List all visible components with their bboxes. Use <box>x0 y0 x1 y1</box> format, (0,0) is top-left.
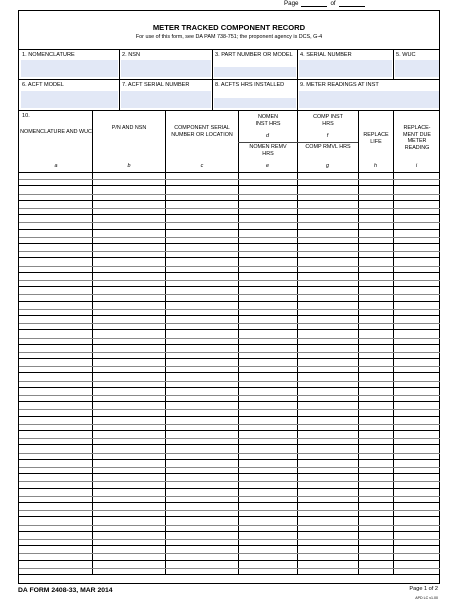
table-cell-input[interactable] <box>297 402 358 416</box>
section-10-label: 10. <box>22 113 30 119</box>
table-cell-input[interactable] <box>92 359 165 373</box>
table-cell-input[interactable] <box>393 417 440 431</box>
table-cell-input[interactable] <box>19 302 92 316</box>
table-cell-input[interactable] <box>165 489 238 503</box>
table-cell-input[interactable] <box>358 417 393 431</box>
table-cell-input[interactable] <box>297 489 358 503</box>
table-cell-input[interactable] <box>92 417 165 431</box>
table-row <box>19 374 440 388</box>
table-row <box>19 388 440 402</box>
table-cell-input[interactable] <box>358 532 393 546</box>
table-cell-input[interactable] <box>297 215 358 229</box>
field-acft-serial-label: 7. ACFT SERIAL NUMBER <box>122 82 190 88</box>
table-cell-input[interactable] <box>238 345 297 359</box>
table-cell-input[interactable] <box>393 201 440 215</box>
table-cell-input[interactable] <box>19 388 92 402</box>
table-cell-input[interactable] <box>393 345 440 359</box>
table-cell-input[interactable] <box>19 517 92 531</box>
table-cell-input[interactable] <box>238 517 297 531</box>
table-cell-input[interactable] <box>238 402 297 416</box>
table-cell-input[interactable] <box>92 316 165 330</box>
form-frame <box>18 10 440 584</box>
table-cell-input[interactable] <box>297 388 358 402</box>
table-cell-input[interactable] <box>165 460 238 474</box>
table-row <box>19 316 440 330</box>
table-cell-input[interactable] <box>297 503 358 517</box>
table-cell-input[interactable] <box>165 374 238 388</box>
table-cell-input[interactable] <box>19 359 92 373</box>
table-cell-input[interactable] <box>19 417 92 431</box>
table-cell-input[interactable] <box>19 489 92 503</box>
table-cell-input[interactable] <box>92 402 165 416</box>
table-cell-input[interactable] <box>358 330 393 344</box>
serial-number-input[interactable] <box>299 60 392 77</box>
table-row <box>19 460 440 474</box>
table-cell-input[interactable] <box>92 258 165 272</box>
table-row <box>19 532 440 546</box>
table-row <box>19 273 440 287</box>
table-cell-input[interactable] <box>19 374 92 388</box>
table-cell-input[interactable] <box>358 460 393 474</box>
table-cell-input[interactable] <box>238 330 297 344</box>
table-cell-input[interactable] <box>238 532 297 546</box>
table-cell-input[interactable] <box>19 258 92 272</box>
table-cell-input[interactable] <box>238 215 297 229</box>
table-cell-input[interactable] <box>297 172 358 186</box>
table-cell-input[interactable] <box>297 287 358 301</box>
table-cell-input[interactable] <box>358 230 393 244</box>
table-cell-input[interactable] <box>238 302 297 316</box>
table-cell-input[interactable] <box>19 244 92 258</box>
table-cell-input[interactable] <box>297 186 358 200</box>
table-cell-input[interactable] <box>358 374 393 388</box>
table-cell-input[interactable] <box>165 201 238 215</box>
col-i-header: REPLACE-MENT DUE METER READING <box>402 125 432 151</box>
table-cell-input[interactable] <box>92 230 165 244</box>
table-cell-input[interactable] <box>393 388 440 402</box>
table-cell-input[interactable] <box>358 445 393 459</box>
table-cell-input[interactable] <box>358 359 393 373</box>
table-cell-input[interactable] <box>92 374 165 388</box>
table-cell-input[interactable] <box>165 532 238 546</box>
table-cell-input[interactable] <box>393 431 440 445</box>
col-h-letter: h <box>374 163 377 169</box>
table-row <box>19 201 440 215</box>
table-cell-input[interactable] <box>92 489 165 503</box>
table-cell-input[interactable] <box>19 561 92 575</box>
table-cell-input[interactable] <box>165 546 238 560</box>
table-row <box>19 474 440 488</box>
table-row <box>19 489 440 503</box>
page-label: Page <box>284 0 299 7</box>
form-subtitle: For use of this form, see DA PAM 738-751; the proponent agency is DCS, G-4 <box>135 34 323 40</box>
table-cell-input[interactable] <box>238 546 297 560</box>
table-cell-input[interactable] <box>393 460 440 474</box>
table-cell-input[interactable] <box>19 345 92 359</box>
table-cell-input[interactable] <box>19 273 92 287</box>
table-cell-input[interactable] <box>238 561 297 575</box>
table-cell-input[interactable] <box>393 330 440 344</box>
table-cell-input[interactable] <box>393 316 440 330</box>
table-row <box>19 431 440 445</box>
table-cell-input[interactable] <box>393 546 440 560</box>
table-cell-input[interactable] <box>393 503 440 517</box>
table-cell-input[interactable] <box>358 561 393 575</box>
col-f-header: COMP INST HRS <box>313 114 343 127</box>
table-cell-input[interactable] <box>393 445 440 459</box>
table-cell-input[interactable] <box>297 374 358 388</box>
part-number-input[interactable] <box>214 67 296 77</box>
table-cell-input[interactable] <box>358 172 393 186</box>
table-cell-input[interactable] <box>393 258 440 272</box>
table-cell-input[interactable] <box>358 402 393 416</box>
table-cell-input[interactable] <box>238 201 297 215</box>
table-cell-input[interactable] <box>92 287 165 301</box>
field-nsn-label: 2. NSN <box>122 52 141 58</box>
table-cell-input[interactable] <box>165 172 238 186</box>
table-cell-input[interactable] <box>19 316 92 330</box>
table-cell-input[interactable] <box>393 402 440 416</box>
table-cell-input[interactable] <box>297 345 358 359</box>
col-h-header: REPLACE LIFE <box>363 132 389 145</box>
table-cell-input[interactable] <box>165 388 238 402</box>
table-cell-input[interactable] <box>238 388 297 402</box>
meter-readings-input[interactable] <box>299 91 439 108</box>
table-cell-input[interactable] <box>297 258 358 272</box>
col-f-letter: f <box>326 133 329 139</box>
col-a-header: NOMENCLATURE AND WUC <box>20 129 92 135</box>
table-cell-input[interactable] <box>92 561 165 575</box>
table-row <box>19 402 440 416</box>
table-cell-input[interactable] <box>358 431 393 445</box>
table-cell-input[interactable] <box>92 215 165 229</box>
table-cell-input[interactable] <box>393 244 440 258</box>
field-acft-hrs-label: 8. ACFTS HRS INSTALLED <box>215 82 285 88</box>
table-cell-input[interactable] <box>92 330 165 344</box>
page-number-header <box>284 0 368 7</box>
table-row <box>19 244 440 258</box>
table-cell-input[interactable] <box>393 302 440 316</box>
table-cell-input[interactable] <box>165 402 238 416</box>
table-cell-input[interactable] <box>393 374 440 388</box>
acft-serial-input[interactable] <box>121 91 211 108</box>
col-g-letter: g <box>326 163 329 169</box>
table-cell-input[interactable] <box>358 517 393 531</box>
table-row <box>19 330 440 344</box>
table-cell-input[interactable] <box>165 215 238 229</box>
table-cell-input[interactable] <box>19 201 92 215</box>
table-cell-input[interactable] <box>358 302 393 316</box>
table-cell-input[interactable] <box>238 258 297 272</box>
table-cell-input[interactable] <box>393 561 440 575</box>
table-cell-input[interactable] <box>297 517 358 531</box>
form-id: DA FORM 2408-33, MAR 2014 <box>18 587 113 594</box>
table-cell-input[interactable] <box>19 445 92 459</box>
acft-model-input[interactable] <box>21 91 118 108</box>
col-d-header: NOMEN INST HRS <box>255 114 281 127</box>
table-cell-input[interactable] <box>297 316 358 330</box>
table-cell-input[interactable] <box>238 316 297 330</box>
table-cell-input[interactable] <box>165 345 238 359</box>
form-title: METER TRACKED COMPONENT RECORD <box>152 23 306 32</box>
table-row <box>19 287 440 301</box>
table-cell-input[interactable] <box>297 417 358 431</box>
table-row <box>19 445 440 459</box>
table-cell-input[interactable] <box>297 532 358 546</box>
table-cell-input[interactable] <box>358 388 393 402</box>
table-cell-input[interactable] <box>92 244 165 258</box>
table-row <box>19 302 440 316</box>
col-b-letter: b <box>127 163 131 169</box>
of-label: of <box>330 0 336 7</box>
table-cell-input[interactable] <box>238 445 297 459</box>
table-cell-input[interactable] <box>92 388 165 402</box>
table-cell-input[interactable] <box>297 431 358 445</box>
wuc-input[interactable] <box>395 60 439 77</box>
table-cell-input[interactable] <box>358 215 393 229</box>
table-row <box>19 186 440 200</box>
table-cell-input[interactable] <box>238 287 297 301</box>
table-cell-input[interactable] <box>165 244 238 258</box>
table-cell-input[interactable] <box>393 287 440 301</box>
table-cell-input[interactable] <box>393 489 440 503</box>
col-i-letter: i <box>415 163 418 169</box>
table-cell-input[interactable] <box>393 172 440 186</box>
table-row <box>19 546 440 560</box>
col-c-letter: c <box>200 163 204 169</box>
table-cell-input[interactable] <box>393 359 440 373</box>
field-part-number-label: 3. PART NUMBER OR MODEL <box>215 52 293 58</box>
table-cell-input[interactable] <box>238 417 297 431</box>
table-row <box>19 258 440 272</box>
table-cell-input[interactable] <box>358 546 393 560</box>
table-row <box>19 417 440 431</box>
table-cell-input[interactable] <box>238 172 297 186</box>
table-cell-input[interactable] <box>92 201 165 215</box>
table-cell-input[interactable] <box>165 474 238 488</box>
table-cell-input[interactable] <box>358 474 393 488</box>
table-cell-input[interactable] <box>165 561 238 575</box>
table-cell-input[interactable] <box>165 316 238 330</box>
col-b-header: P/N AND NSN <box>111 125 147 131</box>
version-label: APD LC v1.00 <box>415 596 438 600</box>
table-cell-input[interactable] <box>358 186 393 200</box>
table-cell-input[interactable] <box>92 474 165 488</box>
table-cell-input[interactable] <box>297 330 358 344</box>
table-cell-input[interactable] <box>393 186 440 200</box>
table-cell-input[interactable] <box>165 517 238 531</box>
table-cell-input[interactable] <box>92 445 165 459</box>
table-cell-input[interactable] <box>165 417 238 431</box>
table-cell-input[interactable] <box>297 302 358 316</box>
table-cell-input[interactable] <box>358 345 393 359</box>
table-cell-input[interactable] <box>19 287 92 301</box>
table-cell-input[interactable] <box>297 546 358 560</box>
table-cell-input[interactable] <box>358 258 393 272</box>
table-cell-input[interactable] <box>165 273 238 287</box>
table-cell-input[interactable] <box>297 230 358 244</box>
table-cell-input[interactable] <box>238 273 297 287</box>
col-e-header: NOMEN REMV HRS <box>249 144 287 157</box>
col-a-letter: a <box>54 163 58 169</box>
table-cell-input[interactable] <box>19 474 92 488</box>
acft-hrs-input[interactable] <box>214 98 296 108</box>
table-cell-input[interactable] <box>297 445 358 459</box>
table-cell-input[interactable] <box>19 402 92 416</box>
table-cell-input[interactable] <box>358 316 393 330</box>
col-d-letter: d <box>266 133 269 139</box>
table-cell-input[interactable] <box>92 517 165 531</box>
table-cell-input[interactable] <box>393 517 440 531</box>
table-row <box>19 215 440 229</box>
table-cell-input[interactable] <box>358 244 393 258</box>
table-row <box>19 359 440 373</box>
table-row <box>19 561 440 575</box>
table-cell-input[interactable] <box>92 532 165 546</box>
table-cell-input[interactable] <box>393 230 440 244</box>
table-cell-input[interactable] <box>92 503 165 517</box>
table-row <box>19 345 440 359</box>
table-cell-input[interactable] <box>165 503 238 517</box>
table-cell-input[interactable] <box>393 215 440 229</box>
table-cell-input[interactable] <box>165 186 238 200</box>
table-cell-input[interactable] <box>19 460 92 474</box>
table-cell-input[interactable] <box>238 460 297 474</box>
table-cell-input[interactable] <box>297 273 358 287</box>
table-cell-input[interactable] <box>92 431 165 445</box>
table-cell-input[interactable] <box>238 431 297 445</box>
field-wuc-label: 5. WUC <box>396 52 416 58</box>
table-cell-input[interactable] <box>92 302 165 316</box>
table-cell-input[interactable] <box>358 287 393 301</box>
table-cell-input[interactable] <box>238 474 297 488</box>
table-cell-input[interactable] <box>165 359 238 373</box>
table-row <box>19 503 440 517</box>
table-cell-input[interactable] <box>19 532 92 546</box>
table-cell-input[interactable] <box>393 532 440 546</box>
table-cell-input[interactable] <box>19 546 92 560</box>
table-cell-input[interactable] <box>19 503 92 517</box>
nomenclature-input[interactable] <box>21 60 118 77</box>
table-cell-input[interactable] <box>165 287 238 301</box>
table-cell-input[interactable] <box>238 489 297 503</box>
table-cell-input[interactable] <box>19 230 92 244</box>
table-cell-input[interactable] <box>238 503 297 517</box>
table-cell-input[interactable] <box>19 330 92 344</box>
table-cell-input[interactable] <box>19 215 92 229</box>
table-cell-input[interactable] <box>165 431 238 445</box>
table-cell-input[interactable] <box>19 172 92 186</box>
table-cell-input[interactable] <box>297 561 358 575</box>
table-row <box>19 230 440 244</box>
table-row <box>19 517 440 531</box>
table-cell-input[interactable] <box>165 258 238 272</box>
table-cell-input[interactable] <box>92 345 165 359</box>
table-row <box>19 172 440 186</box>
page-of-label: Page 1 of 2 <box>409 586 438 592</box>
nsn-input[interactable] <box>121 60 211 77</box>
table-cell-input[interactable] <box>238 244 297 258</box>
table-cell-input[interactable] <box>238 230 297 244</box>
table-cell-input[interactable] <box>238 186 297 200</box>
table-cell-input[interactable] <box>165 302 238 316</box>
col-e-letter: e <box>266 163 269 169</box>
table-cell-input[interactable] <box>238 374 297 388</box>
table-cell-input[interactable] <box>92 460 165 474</box>
col-c-header: COMPONENT SERIAL NUMBER OR LOCATION <box>171 125 233 138</box>
table-cell-input[interactable] <box>297 359 358 373</box>
table-cell-input[interactable] <box>358 489 393 503</box>
page-number-input[interactable] <box>301 1 327 7</box>
col-g-header: COMP RMVL HRS <box>305 144 351 150</box>
table-cell-input[interactable] <box>92 172 165 186</box>
page-total-input[interactable] <box>339 1 365 7</box>
table-cell-input[interactable] <box>358 503 393 517</box>
table-cell-input[interactable] <box>393 273 440 287</box>
table-cell-input[interactable] <box>19 431 92 445</box>
table-cell-input[interactable] <box>297 244 358 258</box>
table-cell-input[interactable] <box>92 546 165 560</box>
field-nomenclature-label: 1. NOMENCLATURE <box>22 52 75 58</box>
table-cell-input[interactable] <box>238 359 297 373</box>
table-cell-input[interactable] <box>393 474 440 488</box>
table-cell-input[interactable] <box>358 273 393 287</box>
table-cell-input[interactable] <box>92 186 165 200</box>
table-cell-input[interactable] <box>358 201 393 215</box>
table-cell-input[interactable] <box>165 330 238 344</box>
table-cell-input[interactable] <box>297 201 358 215</box>
field-meter-readings-label: 9. METER READINGS AT INST <box>300 82 379 88</box>
table-cell-input[interactable] <box>165 445 238 459</box>
table-cell-input[interactable] <box>92 273 165 287</box>
table-cell-input[interactable] <box>297 474 358 488</box>
table-cell-input[interactable] <box>19 186 92 200</box>
table-cell-input[interactable] <box>165 230 238 244</box>
table-cell-input[interactable] <box>297 460 358 474</box>
field-acft-model-label: 6. ACFT MODEL <box>22 82 64 88</box>
field-serial-number-label: 4. SERIAL NUMBER <box>300 52 352 58</box>
